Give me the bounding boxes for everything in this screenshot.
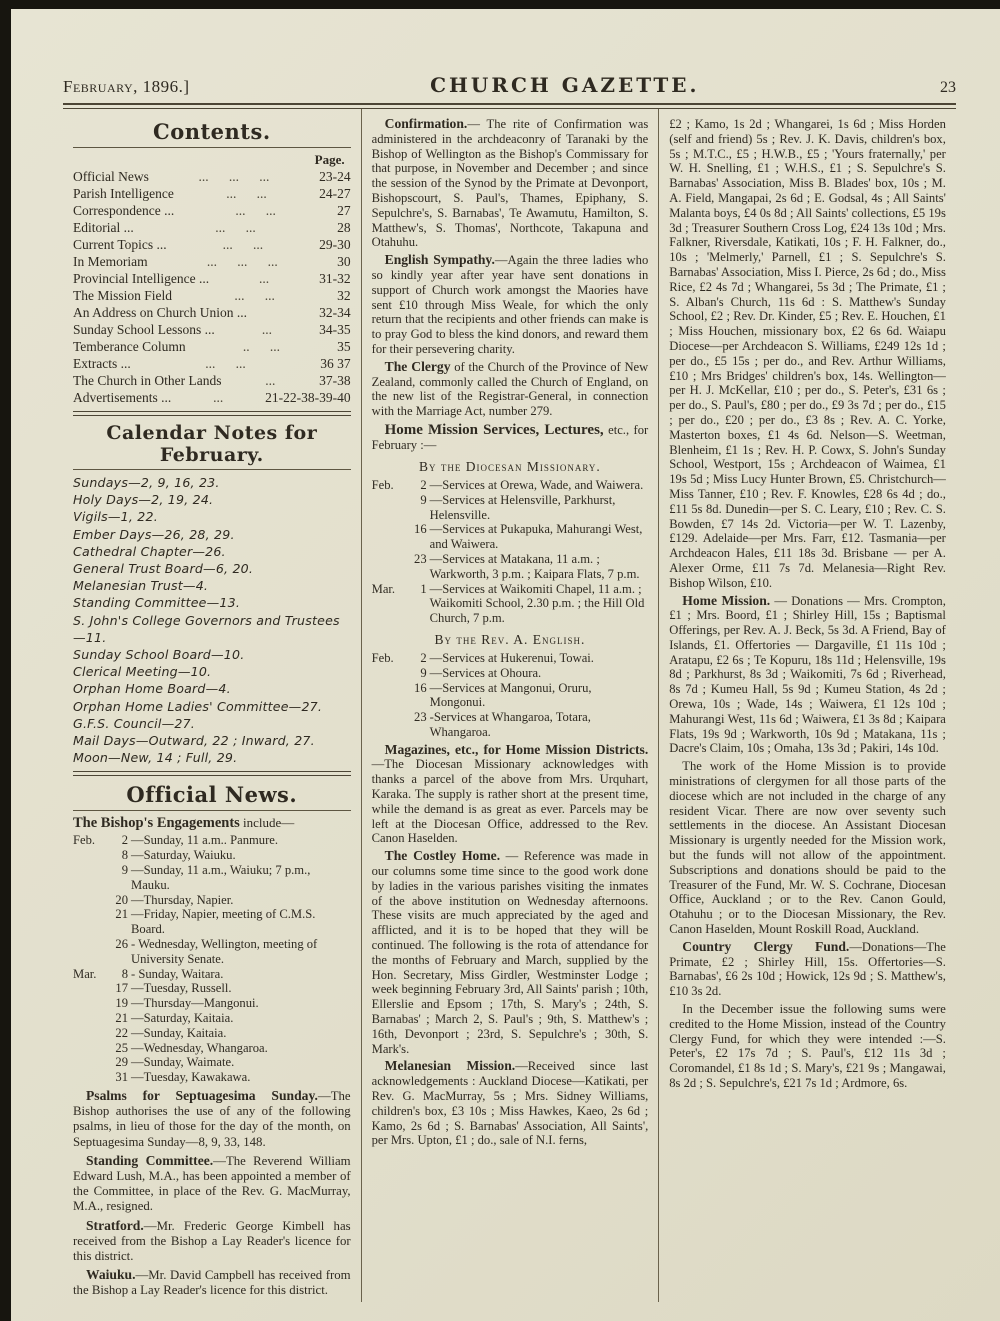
services-heading-rest: etc., for February :— — [371, 422, 649, 452]
news-paragraph — [73, 1267, 351, 1298]
service-row — [372, 522, 649, 552]
engagement-month — [73, 1070, 103, 1085]
calendar-item: Ember Days—26, 28, 29. — [73, 526, 235, 542]
toc-row — [73, 389, 351, 406]
service-row — [372, 681, 649, 711]
service-row — [372, 666, 649, 681]
toc-leader-dots: ... ... ... — [206, 254, 278, 269]
service-row — [372, 552, 649, 582]
toc-page: 36 37 — [320, 356, 351, 371]
news-paragraph — [73, 1088, 351, 1150]
calendar-notes — [73, 474, 351, 766]
engagement-month — [73, 996, 103, 1011]
engagement-month — [73, 848, 103, 863]
service-day: 16 — [414, 522, 427, 537]
section-divider — [73, 411, 351, 416]
toc-row — [73, 236, 351, 253]
paragraph-text: —The Bishop authorises the use of any of the following psalms, in lieu of those for the day of the month, on Septuagesima Sunday—8, 9, 33, 148. — [73, 1089, 351, 1149]
english-services-list — [372, 651, 649, 740]
engagement-month — [73, 1026, 103, 1041]
calendar-item: G.F.S. Council—27. — [73, 715, 195, 731]
service-month — [372, 493, 402, 523]
news-paragraph — [669, 594, 946, 757]
paragraph-text: —Received since last acknowledgements : Auckland Diocese—Katikati, per Rev. G. MacMurray, 5s ; Mrs. Sidney Williams, children's box, £3 10s ; Miss Hawkes, Kaeo, 2s 6d ; Kamo, 2s 6d ; S. Barnabas' Association, All Saints', per Mrs. Upton, £1 ; do., sale of N.I. ferns, — [371, 1059, 649, 1148]
news-paragraph — [669, 1002, 946, 1091]
toc-row — [73, 321, 351, 338]
toc-row — [73, 253, 351, 270]
service-text: —Services at Pukapuka, Mahurangi West, and Waiwera. — [429, 522, 643, 552]
paragraph-heading: Stratford. — [86, 1217, 144, 1233]
toc-label: In Memoriam — [73, 254, 148, 269]
engagement-month — [73, 1055, 103, 1070]
calendar-item: General Trust Board—6, 20. — [73, 561, 254, 577]
toc-leader-dots: ... ... — [234, 288, 275, 303]
news-paragraph — [372, 1059, 649, 1148]
news-paragraph — [669, 759, 946, 937]
engagement-day: 22 — [115, 1025, 128, 1040]
engagement-month — [73, 1041, 103, 1056]
toc-label: Extracts ... — [73, 356, 131, 371]
toc-page: 29-30 — [319, 237, 351, 252]
toc-label: Temberance Column — [73, 339, 186, 354]
newspaper-page — [11, 9, 1000, 1321]
paragraph-heading: Home Mission. — [682, 592, 771, 608]
paragraph-heading: Psalms for Septuagesima Sunday. — [86, 1088, 318, 1103]
paragraph-heading: Magazines, etc., for Home Mission Districts. — [384, 741, 649, 757]
calendar-item: Orphan Home Ladies' Committee—27. — [73, 698, 323, 714]
calendar-item: Cathedral Chapter—26. — [73, 543, 226, 559]
engagement-text: —Sunday, 11 a.m., Waiuku; 7 p.m., Mauku. — [131, 863, 311, 892]
service-month — [372, 681, 402, 711]
engagement-text: —Thursday, Napier. — [131, 892, 234, 907]
engagement-row — [73, 1055, 351, 1070]
engagement-month — [73, 893, 103, 908]
column-right — [658, 109, 956, 1302]
toc-row — [73, 270, 351, 287]
news-paragraph — [372, 849, 649, 1056]
engagement-day: 8 — [121, 848, 128, 863]
service-day: 1 — [420, 581, 427, 596]
masthead — [63, 73, 956, 97]
toc-leader-dots: ... — [213, 390, 224, 405]
official-news-title: Official News. — [126, 782, 298, 808]
toc-label: Advertisements ... — [73, 390, 172, 405]
missionary-services-list — [372, 478, 649, 626]
toc-page: 37-38 — [319, 373, 351, 388]
calendar-item: Melanesian Trust—4. — [73, 578, 209, 594]
news-paragraph — [372, 743, 649, 847]
toc-row — [73, 372, 351, 389]
paragraph-text: — Donations — Mrs. Crompton, £1 ; Mrs. Boord, £1 ; Shirley Hill, 15s ; Baptismal Offerings, per Rev. A. J. Beck, 5s 3d. A Friend, Bay of Islands, £1. Offertories — Dargaville, £1 11s 10d ; Aratapu, £2 6s ; Te Kopuru, 18s 11d ; Helensville, 19s 8d ; Parkhurst, 8s 3d ; Waikomiti, 7s 6d ; Riverhead, 8s 7d ; Kumeu Hall, 5s 9d ; Kumeu Station, 4s 2d ; Orewa, 10s ; Wade, 14s ; Waiwera, £1 12s 10d ; Mahurangi West, 11s 6d ; Waiwera, £1 3s 8d ; Kaipara Flats, 19s 9d ; Warkworth, 10s 9d ; Matakana, 11s ; Dacre's Claim, 10s ; Omaha, 13s 3d ; Pakiri, 14s 10d. — [669, 593, 946, 756]
service-day: 9 — [420, 492, 427, 507]
calendar-item: Holy Days—2, 19, 24. — [73, 492, 214, 508]
right-paragraphs — [669, 594, 946, 1091]
engagement-row — [73, 1070, 351, 1085]
news-paragraph — [372, 253, 649, 357]
engagement-row — [73, 967, 351, 982]
contents-title: Contents. — [152, 119, 271, 144]
engagement-day: 31 — [115, 1070, 128, 1085]
calendar-title: Calendar Notes for February. — [106, 422, 318, 466]
service-month: Feb. — [371, 477, 394, 492]
toc-leader-dots: ... ... — [226, 186, 267, 201]
engagement-month: Feb. — [73, 833, 96, 848]
engagement-text: —Saturday, Waiuku. — [131, 848, 236, 863]
journal-title: CHURCH GAZETTE. — [430, 73, 700, 97]
service-month: Mar. — [371, 581, 396, 596]
toc-label: Sunday School Lessons ... — [73, 322, 215, 337]
middle-bottom-paragraphs — [372, 743, 649, 1149]
engagement-day: 19 — [115, 996, 128, 1011]
paragraph-text: — The rite of Confirmation was administered in the archdeaconry of Taranaki by the Bishop of Wellington as the Bishop's Commissary for that purpose, in November and December ; and since the session of the Synod by the Primate at Devonport, Bishopscourt, S. Paul's, Thames, Epiphany, S. Sepulchre's, S. Barnabas', Te Awamutu, Hamilton, S. Matthew's, S. Thomas', Northcote, Takapuna and Otahuhu. — [371, 117, 649, 250]
toc-leader-dots: ... ... ... — [198, 169, 270, 184]
bishop-engagements-list — [73, 833, 351, 1085]
engagement-row — [73, 907, 351, 937]
toc-page: 21-22-38-39-40 — [265, 390, 351, 405]
toc-row — [73, 185, 351, 202]
engagement-day: 20 — [115, 892, 128, 907]
engagement-text: —Sunday, Kaitaia. — [131, 1025, 227, 1040]
table-of-contents — [73, 168, 351, 406]
engagement-text: —Sunday, Waimate. — [131, 1055, 235, 1070]
toc-page-label: Page. — [314, 152, 345, 167]
engagement-row — [73, 863, 351, 893]
toc-label: Current Topics ... — [73, 237, 167, 252]
engagement-day: 8 — [121, 966, 128, 981]
engagement-day: 26 — [115, 937, 128, 952]
toc-leader-dots: ... ... — [222, 237, 264, 252]
official-news-notes — [73, 1088, 351, 1299]
service-day: 2 — [420, 650, 427, 665]
column-left — [63, 109, 361, 1302]
engagement-row — [73, 893, 351, 908]
rule — [73, 469, 351, 470]
by-missionary-heading: By the Diocesan Missionary. — [419, 458, 601, 474]
paragraph-text: —Again the three ladies who so kindly year after year have sent donations in support of Church work amongst the Maories have sent £10 through Miss Weale, for which the only return that the recipients and other friends can make is to pray God to bless the kind donors, and reward them for their persevering charity. — [371, 253, 649, 356]
paragraph-heading: The Clergy — [384, 358, 451, 374]
service-day: 9 — [420, 665, 427, 680]
calendar-item: Sunday School Board—10. — [73, 647, 245, 663]
services-heading-bold: Home Mission Services, Lectures, — [384, 421, 604, 438]
engagement-day: 21 — [115, 1011, 128, 1026]
toc-page: 30 — [337, 254, 351, 269]
engagement-row — [73, 1011, 351, 1026]
toc-page: 34-35 — [319, 322, 351, 337]
toc-leader-dots: ... ... — [235, 203, 276, 218]
toc-row — [73, 355, 351, 372]
engagement-month — [73, 907, 103, 937]
toc-leader-dots: ... — [265, 373, 276, 388]
toc-page: 23-24 — [319, 169, 351, 184]
engagement-day: 29 — [115, 1055, 128, 1070]
calendar-item: Moon—New, 14 ; Full, 29. — [73, 750, 238, 766]
engagement-row — [73, 937, 351, 967]
toc-row — [73, 287, 351, 304]
engagement-month — [73, 863, 103, 893]
calendar-item: S. John's College Governors and Trustees—11. — [73, 612, 340, 645]
by-english-heading: By the Rev. A. English. — [434, 631, 586, 647]
news-paragraph — [372, 360, 649, 419]
paragraph-text: —Mr. Frederic George Kimbell has received from the Bishop a Lay Reader's licence for this district. — [73, 1218, 351, 1264]
section-divider — [73, 771, 351, 776]
paragraph-heading: Standing Committee. — [86, 1152, 214, 1168]
toc-row — [73, 338, 351, 355]
calendar-item: Standing Committee—13. — [73, 595, 241, 611]
engagement-text: —Friday, Napier, meeting of C.M.S. Board. — [131, 907, 316, 937]
middle-top-paragraphs — [372, 117, 649, 419]
columns — [63, 109, 956, 1302]
service-row — [372, 651, 649, 666]
toc-row — [73, 168, 351, 185]
engagements-heading-rest: include— — [239, 815, 295, 831]
service-day: 23 — [414, 551, 427, 566]
service-text: —Services at Hukerenui, Towai. — [429, 650, 594, 665]
engagement-row — [73, 1026, 351, 1041]
news-paragraph — [372, 117, 649, 250]
service-month: Feb. — [371, 650, 394, 665]
toc-row — [73, 304, 351, 321]
service-text: —Services at Helensville, Parkhurst, Helensville. — [429, 492, 616, 522]
service-text: —Services at Mangonui, Oruru, Mongonui. — [429, 680, 592, 710]
paragraph-text: — Reference was made in our columns some time since to the good work done by ladies in the various parishes visiting the inmates of the above institution on Wednesday afternoons. These visits are much appreciated by the aged and afflicted, and it is to be hoped that they will be continued. The following is the rota of attendance for the months of February and March, supplied by the Hon. Secretary, Miss Girdler, Westminster Lodge ; week beginning February 3rd, All Saints' parish ; 10th, Ellerslie and Epsom ; 17th, S. Mary's ; 24th, S. Barnabas' ; March 2, S. Paul's ; 9th, S. Matthew's ; 16th, Devonport ; 23rd, S. Sepulchre's ; 30th, S. Mark's. — [371, 849, 649, 1056]
engagement-month: Mar. — [73, 966, 97, 981]
service-text: -Services at Whangaroa, Totara, Whangaroa. — [429, 710, 591, 739]
issue-date: February, 1896.] — [63, 77, 190, 96]
calendar-item: Clerical Meeting—10. — [73, 664, 212, 680]
service-row — [372, 582, 649, 626]
calendar-item: Sundays—2, 9, 16, 23. — [73, 475, 220, 490]
services-heading — [372, 423, 649, 453]
engagement-text: —Tuesday, Russell. — [131, 981, 232, 996]
engagement-text: - Wednesday, Wellington, meeting of University Senate. — [131, 937, 318, 966]
engagement-row — [73, 1041, 351, 1056]
column-middle — [361, 109, 659, 1302]
paragraph-text: of the Church of the Province of New Zealand, commonly called the Church of England, on the new list of the Registrar-General, in connection with the Marriage Act, number 279. — [371, 359, 649, 419]
toc-label: Official News — [73, 169, 149, 184]
paragraph-heading: Country Clergy Fund. — [682, 938, 850, 954]
paragraph-text: —Mr. David Campbell has received from the Bishop a Lay Reader's licence for this district. — [73, 1268, 351, 1298]
engagement-row — [73, 833, 351, 848]
service-row — [372, 493, 649, 523]
toc-page: 32 — [337, 288, 351, 303]
toc-leader-dots: ... ... — [205, 356, 246, 371]
paragraph-heading: The Costley Home. — [384, 848, 501, 864]
toc-label: The Church in Other Lands — [73, 373, 222, 388]
engagement-text: —Wednesday, Whangaroa. — [131, 1040, 268, 1055]
service-text: —Services at Waikomiti Chapel, 11 a.m. ; Waikomiti School, 2.30 p.m. ; the Hill Old Church, 7 p.m. — [429, 581, 645, 626]
engagement-day: 21 — [115, 907, 128, 922]
toc-page: 28 — [337, 220, 351, 235]
rule — [73, 810, 351, 811]
service-text: —Services at Matakana, 11 a.m. ; Warkworth, 3 p.m. ; Kaipara Flats, 7 p.m. — [429, 551, 640, 581]
engagement-text: —Sunday, 11 a.m.. Panmure. — [131, 833, 279, 848]
engagement-day: 17 — [115, 981, 128, 996]
service-text: —Services at Ohoura. — [429, 665, 542, 680]
engagement-row — [73, 848, 351, 863]
calendar-item: Mail Days—Outward, 22 ; Inward, 27. — [73, 733, 315, 749]
toc-leader-dots: ... — [261, 322, 272, 337]
service-day: 16 — [414, 680, 427, 695]
page-number: 23 — [940, 79, 956, 96]
service-day: 23 — [414, 710, 427, 725]
engagement-month — [73, 981, 103, 996]
service-row — [372, 710, 649, 740]
paragraph-heading: English Sympathy. — [384, 252, 495, 268]
toc-label: The Mission Field — [73, 288, 173, 303]
toc-row — [73, 202, 351, 219]
service-text: —Services at Orewa, Wade, and Waiwera. — [429, 477, 644, 492]
toc-page: 31-32 — [319, 271, 351, 286]
paragraph-text: In the December issue the following sums were credited to the Home Mission, instead of the Country Clergy Fund, for which they were intended :—S. Peter's, £2 17s 7d ; S. Paul's, £12 11s 3d ; Coromandel, £1 8s 1d ; S. Mary's, £21 9s ; Mangawai, 8s 2d ; S. Sepulchre's, £21 7s 1d ; Ardmore, 6s. — [669, 1002, 946, 1090]
toc-label: Editorial ... — [73, 220, 134, 235]
engagement-day: 9 — [121, 863, 128, 878]
toc-label: Correspondence ... — [73, 203, 175, 218]
news-paragraph — [73, 1153, 351, 1215]
service-day: 2 — [420, 477, 427, 492]
toc-label: Provincial Intelligence ... — [73, 271, 210, 286]
toc-leader-dots: ... ... — [215, 220, 256, 235]
toc-label: Parish Intelligence — [73, 186, 174, 201]
paragraph-text: —The Diocesan Missionary acknowledges with thanks a parcel of the above from Mrs. Urquhart, Karaka. The supply is rather short at the present time, while the demand is as great as ever. Parcels may be left at the Diocesan Office, addressed to the Rev. Canon Haselden. — [371, 757, 649, 846]
calendar-item: Orphan Home Board—4. — [73, 681, 231, 697]
toc-page: 32-34 — [319, 305, 351, 320]
melanesian-mission-continuation: £2 ; Kamo, 1s 2d ; Whangarei, 1s 6d ; Miss Horden (self and friend) 5s ; Rev. J. K. Davis, children's box, 5s ; M.T.C., £5 ; H.W.B., £5 ; 'Yours fraternally,' per W. H. Snelling, £1 ; W.H.S., £1 ; S. Sepulchre's S. Barnabas' Association, Miss B. Blades' box, 10s ; M. A. Field, Mangapai, 2s 6d ; E. Godsal, 4s ; All Saints' Malanta boys, £4 0s 8d ; All Saints' collections, £5 19s 3d ; Treasurer Southern Cross Log, £24 13s 10d ; Mrs. Falkner, Riversdale, Katikati, 10s ; F. H. Falkner, do., 10s ; 'Melmerly,' Parnell, £1 ; S. Sepulchre's S. Barnabas' Association, Miss I. Pierce, 2s 6d ; do., Miss Rice, £2 4s 7d ; Whangarei, 5s 3d ; The Primate, £1 ; S. Alban's Church, 11s 6d : S. Matthew's Sunday School, £2 ; Rev. Dr. Kinder, £5 ; Rev. E. Houchen, £1 ; Miss Houchen, missionary box, £2 6s 6d. Waiapu Diocese—per Archdeacon S. Williams, £249 12s 1d ; per do., £5 15s ; per do., and Rev. Arthur Williams, £10 ; Mrs Bridges' children's box, 14s. Wellington—per H. J. McKellar, £10 ; per do., S. Peter's, £31 6s ; per do., S. Paul's, £80 ; per do., £9 3s 7d ; per do., £15 ; per do., £20 ; per do., £3 8s ; Rev. A. C. Yorke, Masterton boxes, £1 4s 6d. Nelson—S. Weetman, Blenheim, £1 1s ; Rev. H. P. Cowx, S. John's Sunday School, Westport, 15s ; Archdeacon of Waimea, £1 19s 5d ; Miss Lucy Hunter Brown, £5. Christchurch—Miss Tanner, £10 ; Rev. F. Knowles, £28 6s 4d ; do., £11 5s 8d. Dunedin—per S. C. Leary, £10 ; Rev. C. S. Bowden, £7 14s 2d. Victoria—per W. T. Lazenby, £129. Adelaide—per Mrs. Farr, £12. Tasmania—per Archdeacon Hales, £11 18s 3d. Brisbane — per A. Alexer Orme, £11 7s 7d. Melanesia—Right Rev. Bishop Wilson, £10. — [669, 117, 946, 590]
service-month — [372, 522, 402, 552]
rule — [73, 147, 351, 148]
news-paragraph — [73, 1218, 351, 1265]
toc-page: 27 — [337, 203, 351, 218]
engagement-text: —Tuesday, Kawakawa. — [131, 1070, 251, 1085]
engagement-month — [73, 1011, 103, 1026]
service-month — [372, 552, 402, 582]
paragraph-heading: Melanesian Mission. — [384, 1058, 516, 1074]
engagement-day: 2 — [121, 833, 128, 848]
engagements-heading: The Bishop's Engagements — [73, 815, 240, 832]
toc-leader-dots: .. ... — [242, 339, 280, 354]
calendar-item: Vigils—1, 22. — [73, 509, 158, 525]
paragraph-text: The work of the Home Mission is to provide ministrations of clergymen for all those parts of the diocese which are not included in the charge of any resident Vicar. There are now over seventy such settlements in the diocese. An Assistant Diocesan Missionary is urgently needed for the Mission work, but the funds will not allow of the appointment. Subscriptions and donations should be paid to the Treasurer of the Fund, Mr. W. S. Cochrane, Diocesan Office, Auckland ; or to the Rev. Canon Gould, Otahuhu ; or to the Diocesan Missionary, the Rev. Canon Haselden, Mount Roskill Road, Auckland. — [669, 759, 946, 937]
toc-page: 24-27 — [319, 186, 351, 201]
service-month — [372, 710, 402, 740]
engagement-month — [73, 937, 103, 967]
engagement-text: —Saturday, Kaitaia. — [131, 1011, 234, 1026]
engagement-text: - Sunday, Waitara. — [131, 966, 224, 981]
engagement-text: —Thursday—Mangonui. — [131, 996, 259, 1011]
toc-row — [73, 219, 351, 236]
toc-leader-dots — [247, 304, 319, 321]
engagement-day: 25 — [115, 1040, 128, 1055]
toc-page: 35 — [337, 339, 351, 354]
toc-leader-dots: ... — [259, 271, 270, 286]
engagement-row — [73, 981, 351, 996]
service-month — [372, 666, 402, 681]
paragraph-heading: Confirmation. — [384, 116, 468, 131]
paragraph-text: —The Reverend William Edward Lush, M.A., has been appointed a member of the Committee, in place of the Rev. G. MacMurray, M.A., resigned. — [73, 1153, 351, 1214]
paragraph-heading: Waiuku. — [86, 1267, 136, 1283]
service-row — [372, 478, 649, 493]
news-paragraph — [669, 940, 946, 999]
paragraph-text: —Donations—The Primate, £2 ; Shirley Hill, 15s. Offertories—S. Barnabas', £6 2s 10d ; Howick, 12s 9d ; S. Matthew's, £10 3s 2d. — [669, 939, 946, 999]
engagement-row — [73, 996, 351, 1011]
engagements-intro — [73, 815, 351, 831]
toc-label: An Address on Church Union ... — [73, 305, 247, 320]
